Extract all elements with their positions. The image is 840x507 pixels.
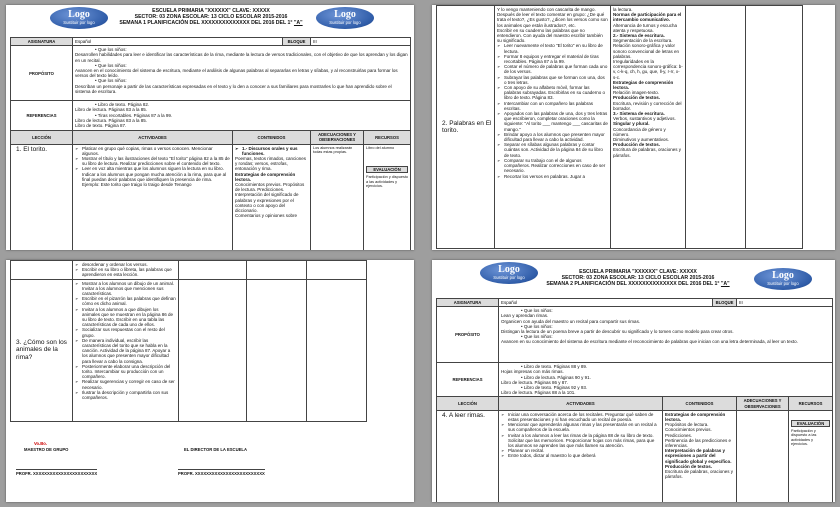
proposito-line: • Que los niños: [95,47,127,53]
recursos-cell [307,279,367,421]
activity-item: ➢ Escribir en el pizarrón las palabras que definan cómo es dicho animal. [82,296,176,306]
activity-item: ➢ Entre todos, dictar al maestro lo que deberá [508,453,660,458]
bloque-value: III [737,299,833,307]
plan-table-3 [10,260,367,422]
referencia-line: Hojas impresas con más rimas. [501,369,564,375]
bloque-value: III [311,38,411,46]
referencias-label: REFERENCIAS [437,363,499,397]
referencia-line: • Libro de lectura. Páginas 90 y 91. [521,374,591,380]
content-line: la lectura. [613,7,633,12]
school-logo-left: Logo Sustituir por logo [50,7,108,29]
referencia-line: • Libro de texto. Página 82. [95,102,150,108]
content-line: Concordancia de género y número. [613,126,666,137]
referencia-line: Libro de lectura. Páginas 86 y 87. [501,379,569,385]
activity-item: ➢ Ilustrar la descripción y compartirla con sus compañeros. [82,390,176,400]
content-heading: ➢ 1.- Discursos orales y sus funciones. [242,146,308,156]
evaluacion-label: EVALUACIÓN [366,166,408,173]
proposito-line: • Que los niños: [521,323,553,329]
sector-line: SECTOR: 03 ZONA ESCOLAR: 13 CICLO ESCOLAR 2015-2016 [134,14,288,20]
proposito-content [499,307,833,363]
activity-item: ➢ Mostrar el título y las ilustraciones del texto "El torito" página 82 a la 85 de su libro de lectura. Realizar predicciones sobre el contenido del texto. [82,156,230,166]
content-line: 2.- Sistema de escritura. [613,33,665,39]
contents-cell [179,261,247,280]
recursos-cell [364,144,411,250]
activity-item: ➢ Planear un recital. [508,448,660,453]
activity-text: Y lo vengo manteniendo con cascarita de mango. [497,7,596,12]
proposito-label: PROPÓSITO [437,307,499,363]
content-line: Estrategias de comprensión lectora. [665,411,726,423]
adecuaciones-header: ADECUACIONES Y OBSERVACIONES [737,397,789,410]
activity-item: ➢ Comparar su trabajo con el de algunos compañeros. Realizar correcciones en caso de ser necesario. [504,158,608,174]
content-line: Verbos, sustantivos y adjetivos. [613,116,676,122]
activity-item: ➢ De manera individual, escribir las características del torito que se habla en la canción. Actividad de la página 87. Apoyar a los alumnos que presenten mayor dificultad para llevar a cabo la consigna. [82,338,176,364]
recursos-header: RECURSOS [364,131,411,144]
bloque-label: BLOQUE [283,38,311,46]
content-line: Singular y plural. [613,121,650,127]
referencia-line: Libro de texto. Página 87. [75,123,127,129]
activity-item: ➢ Mostrar a los alumnos un dibujo de un animal. Invitar a los alumnos que mencionen sus características. [82,281,176,297]
content-line: Pertinencia de las predicciones e inferencias. [665,437,732,449]
content-line: Segmentación de la escritura. Relación sonoro-gráfica y valor sonoro convencional de letras en palabras. [613,38,680,59]
activity-item: ➢ Contar el número de palabras que forman cada uno de los versos. [504,64,608,74]
activity-item: ➢ Formar 8 equipos y entregar el material de tiras recortables. Página 87 a la 99. [504,54,608,64]
referencia-line: • Tiras recortables. Páginas 87 a la 99. [95,112,173,118]
activity-text: Después de leer el texto comentar en grupo: ¿De qué trata el texto?, ¿Es gusto?, ¿dicen los versos como son los animales que están ilustrados?, etc. [497,12,608,28]
activity-item: ➢ Invitar a los alumnos a leer las rimas de la página 88 de su libro de texto. Solicitar que las memoricen. Proporcionar hojas con más rimas, para que los alumnos se aprenden las que más llamen su atención. [508,433,660,449]
activity-item: ➢ Leer nuevamente el texto "El torito" en su libro de lectura. [504,43,608,53]
contents-cell [611,6,686,249]
activity-item: ➢ Subrayar las palabras que se forman con una, dos o tres letras. [504,75,608,85]
page-header [540,269,736,287]
evaluacion-text: Participación y dispuesto a las actividades y ejercicios. [366,175,409,189]
adecuaciones-cell [247,279,307,421]
recursos-cell [307,261,367,280]
content-line: Propósitos de lectura. [665,422,709,428]
content-line: Irregularidades en la correspondencia sonoro-gráfica: b-v, c-k-q, ch, h, gu, que, ll-y, r-rr, x-s-c. [613,59,683,80]
content-text: Conocimientos previos. Propósitos de lectura. Predicciones. Interpretación del significado de palabras y expresiones por el contexto o con apoyo del diccionario. [235,182,305,214]
school-logo-left: Logo Sustituir por logo [480,262,538,284]
lesson-title: 1. El torito. [11,144,73,250]
activity-item: ➢ Iniciar una conversación acerca de los recitales. Preguntar qué saben de estas presentaciones y si han escuchado un recital de poesía. [508,412,660,422]
content-line: 3.- Sistema de escritura. [613,111,665,117]
week-line: SEMANA 2 PLANIFICACIÓN DEL XXXXXXXXXXXXXX DEL 2016 DEL 1° "A" [546,281,730,287]
proposito-line: Distingan la lectura de un poema breve a partir de descubrir su significado y lo tomen como modelo para crear otros. [501,329,734,335]
proposito-line: Lean y aprendan rimas. [501,313,549,319]
content-line: Producción de textos. [665,463,713,469]
page-header [116,8,306,26]
actividades-header: ACTIVIDADES [499,397,663,410]
asignatura-value: Español [73,38,283,46]
activities-cell [73,279,179,421]
week-line: SEMANA 1 PLANIFICACIÓN DEL XXXXXXXXXXXXXX DEL 2016 DEL 1° "A" [119,20,303,26]
actividades-header: ACTIVIDADES [73,131,233,144]
content-line: Interpretación de palabras y expresiones a partir del significado global y específico. [665,448,732,464]
school-logo-right: Logo Sustituir por logo [316,7,374,29]
lesson-title: 2. Palabras en El torito. [437,6,495,249]
activities-cell [495,6,611,249]
proposito-line: Organicen con ayuda del maestro un recital para compartir sus rimas. [501,318,641,324]
content-line: Escritura, revisión y corrección del borrador. [613,100,682,111]
content-line: Diminutivos y aumentativos. [613,137,670,143]
activity-item: ➢ desordenar y ordenar los versos. [82,262,176,267]
content-line: Escritura de palabras, oraciones y párrafos. [613,147,682,158]
content-text: Comentarios y opiniones sobre [235,213,298,219]
activity-item: ➢ Mencionar que aprenderán algunas rimas y las presentarán en un recital a sus compañeros de la escuela. [508,422,660,432]
sector-line: SECTOR: 03 ZONA ESCOLAR: 13 CICLO ESCOLAR 2015-2016 [561,275,715,281]
content-line: Conocimientos previos. [665,427,712,433]
recursos-text: Libro del alumno [366,145,395,150]
proposito-line: • Que los niños: [521,308,553,314]
maestro-signature: PROFR. XXXXXXXXXXXXXXXXXXXXXXX [16,471,98,476]
content-line: Escritura de palabras, oraciones y párrafos. [665,469,734,480]
activity-item: ➢ Escribir en su libro o libreta, las palabras que aprendieron en esta lección. [82,267,176,277]
school-name: ESCUELA PRIMARIA "XXXXXX" CLAVE: XXXXX [579,269,697,275]
proposito-line: Avancen en su conocimiento del sistema de escritura mediante el reconocimiento de palabras que inician con una letra determinada, al leer un texto. [501,339,798,345]
activity-item: ➢ Leer en voz alta mientras que los alumnos siguen la lectura en su libro. Indicar a los alumnos que pongan mucha atención a la rima, para que al final puedan decir palabras que identifiquen la presencia de rima. Ejemplo: Este torito que traigo lo traigo desde Tenango [82,166,230,187]
maestro-label: MAESTRO DE GRUPO [24,447,69,452]
plan-table-4 [436,298,833,502]
contents-cell [179,279,247,421]
activity-item: ➢ Apoyados con las palabras de una, dos y tres letras que escribieron, completar oraciones como la siguiente: "Al torito ___ mantengo ___ cascaritas de mango." [504,111,608,132]
activity-item: ➢ Separar en sílabas algunas palabras y contar cuántas son. Actividad de la página 84 de su libro de texto. [504,142,608,158]
contenidos-header: CONTENIDOS [663,397,737,410]
lesson-title: 3. ¿Cómo son los animales de la rima? [11,279,73,421]
adecuaciones-header: ADECUACIONES Y OBSERVACIONES [311,131,364,144]
content-line: Normas de participación para el intercambio comunicativo. [613,12,682,23]
activity-item: ➢ Con apoyo de su alfabeto móvil, formar las palabras subrayadas. Escribirlas en su cuaderno o libro de texto. Página 83. [504,85,608,101]
proposito-content [73,46,411,101]
asignatura-label: ASIGNATURA [11,38,73,46]
activity-item: ➢ Recortar los versos en palabras. Jugar a [504,174,608,179]
activity-item: ➢ Socializar sus respuestas con el resto del grupo. [82,327,176,337]
recursos-header: RECURSOS [789,397,833,410]
activity-item: ➢ Platicar en grupo qué copias, rimas o versos conocen. Mencionar algunos. [82,146,230,156]
referencia-line: Libro de lectura. Páginas 83 a la 85. [75,117,148,123]
content-line: Producción de textos. [613,142,661,148]
recursos-cell [746,6,803,249]
proposito-line: Avancen en el conocimiento del sistema de escritura, mediante el análisis de algunas palabras al separarlas en letras y sílabas, y al reconstruirlas para formar los versos del texto leído. [75,68,398,79]
lesson-title: 4. A leer rimas. [437,410,499,502]
contenidos-header: CONTENIDOS [233,131,311,144]
leccion-header: LECCIÓN [437,397,499,410]
proposito-line: Desarrollen habilidades para leer e identificar las características de la rima, mediante la lectura de versos tradicionales, con el objetivo de que los aprendan y los digan en un recital. [75,52,408,63]
proposito-line: • Que los niños: [95,78,127,84]
content-line: Estrategias de comprensión lectora. [613,79,674,91]
activities-cell [73,261,179,280]
adecuaciones-cell [737,410,789,502]
asignatura-label: ASIGNATURA [437,299,499,307]
referencia-line: • Libro de texto. Páginas 88 y 89. [521,364,588,370]
contents-cell [233,144,311,250]
proposito-label: PROPÓSITO [11,46,73,101]
activities-cell [73,144,233,250]
evaluacion-label: EVALUACIÓN [791,420,830,427]
proposito-line: Describan un personaje a partir de las características expresadas en el texto y lo den a conocer a sus familiares para mostrarles lo que han aprendido sobre el sistema de escritura. [75,83,392,94]
evaluacion-text: Participación y dispuesto a las actividades y ejercicios. [791,429,817,447]
school-name: ESCUELA PRIMARIA "XXXXXX" CLAVE: XXXXX [152,8,270,14]
document-page-4 [432,260,835,502]
content-text: Poemas, textos rimados, canciones y rondas; versos, estrofas, entonación y rima. [235,156,307,172]
activity-item: ➢ Posteriormente elaborar una descripción del torito. Intercambiar su producción con un compañero. [82,364,176,380]
referencia-line: Libro de lectura. Páginas 83 a la 85. [75,107,148,113]
document-page-2 [432,5,835,250]
vobo-label: Vo.Bo. [34,441,47,446]
referencia-line: • Libro de texto. Páginas 92 y 93. [521,385,588,391]
school-logo-right: Logo Sustituir por logo [754,268,812,290]
activity-item: ➢ Invitar a los alumnos a que dibujen los animales que se muestran en la página 86 de su libro de texto. Escribir en una tabla las características de cada uno de ellos. [82,307,176,328]
lesson-cell-empty [11,261,73,280]
referencia-line: Libro de lectura. Páginas 88 a la 101. [501,390,576,396]
adecuaciones-cell [686,6,746,249]
referencias-content [73,101,411,131]
adecuaciones-cell: Los alumnos realizarán todas estas propias. [311,144,364,250]
content-line: Relación imagen-texto. [613,90,660,96]
activity-item: ➢ Realizar sugerencias y corregir en caso de ser necesario. [82,379,176,389]
referencias-label: REFERENCIAS [11,101,73,131]
proposito-line: • Que los niños: [521,334,553,340]
plan-table-2 [436,5,803,249]
activity-text: Escribir en su cuaderno las palabras que no entendieron. Con ayuda del maestro escribir también su significado. [497,27,603,44]
proposito-line: • Que los niños: [95,62,127,68]
content-heading: Estrategias de comprensión lectora. [235,171,296,182]
adecuaciones-cell [247,261,307,280]
bloque-label: BLOQUE [713,299,737,307]
director-signature: PROFR. XXXXXXXXXXXXXXXXXXXXXXXXX [178,471,265,476]
referencias-content [499,363,833,397]
asignatura-value: Español [499,299,713,307]
document-page-1 [6,5,414,250]
document-page-3 [6,260,414,502]
leccion-header: LECCIÓN [11,131,73,144]
content-line: Producción de textos. [613,95,661,101]
content-line: Alternancia de turnos y escucha atenta y respetuosa. [613,22,678,33]
director-label: EL DIRECTOR DE LA ESCUELA [184,447,247,452]
activity-item: ➢ Brindar apoyo a los alumnos que presenten mayor dificultad para llevar a cabo la actividad. [504,132,608,142]
plan-table-1 [10,37,411,250]
activities-cell [499,410,663,502]
activity-item: ➢ Intercambiar con un compañero las palabras escritas. [504,101,608,111]
content-line: Predicciones. [665,432,693,438]
recursos-cell [789,410,833,502]
contents-cell [663,410,737,502]
